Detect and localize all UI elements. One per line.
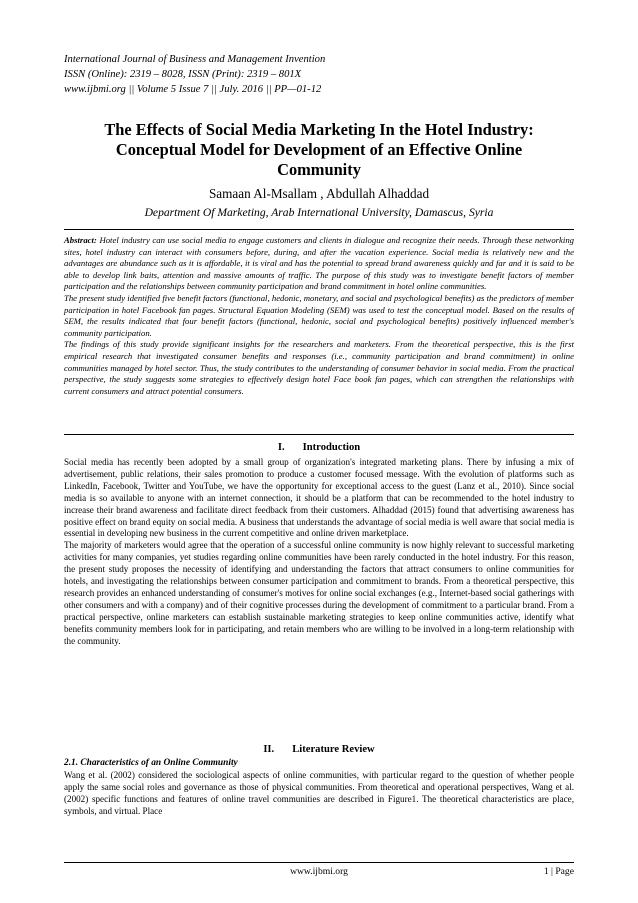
section-title: Introduction bbox=[302, 442, 361, 453]
introduction-paragraph-1: Social media has recently been adopted by a small group of organization's integrated marketing plans. There by infusing a mix of advertisement, public relations, their sales promotion to produce a customer focused message. With the evolution of platforms such as LinkedIn, Facebook, Twitter and YouTube, we have the opportunity for exceptional access to the guest (Lanz et al., 2010). Since social media is so available to anyone with an internet connection, it should be a platform that can be recommended to the hotel industry to increase their brand awareness and facilitate direct feedback from their customers. Alhaddad (2015) found that advertising awareness has positive effect on brand equity on social media. A business that understands the advantage of social media is well aware that social media is essential in developing new business in the current competitive and online driven marketplace. bbox=[64, 457, 574, 539]
paper-title: The Effects of Social Media Marketing In the Hotel Industry: Conceptual Model for Development of an Effective Online Community bbox=[104, 120, 534, 179]
section-heading-literature-review bbox=[64, 743, 574, 756]
abstract-paragraph-2: The present study identified five benefit factors (functional, hedonic, monetary, and social and psychological benefits) as the predictors of member participation in hotel Facebook fan pages. Structural Equation Modeling (SEM) was used to test the conceptual model. Based on the results of SEM, the results indicated that four benefit factors (functional, hedonic, social and psychological benefits) positively influenced member's community participation. bbox=[64, 292, 574, 338]
subsection-heading: 2.1. Characteristics of an Online Community bbox=[64, 758, 238, 768]
paper-affiliation: Department Of Marketing, Arab International University, Damascus, Syria bbox=[144, 206, 494, 219]
introduction-body bbox=[64, 457, 574, 648]
abstract-bottom-rule bbox=[64, 434, 574, 435]
section-heading-introduction bbox=[64, 441, 574, 454]
paper-authors: Samaan Al-Msallam , Abdullah Alhaddad bbox=[208, 186, 430, 201]
abstract-paragraph-1 bbox=[64, 235, 574, 293]
abstract-top-rule bbox=[64, 229, 574, 230]
literature-paragraph-1: Wang et al. (2002) considered the sociological aspects of online communities, with particular regard to the question of whether people apply the same social roles and governance as those of physical communities. From theoretical and operational perspectives, Wang et al. (2002) specific functions and features of online travel communities are described in Figure1. The theoretical characteristics are place, symbols, and virtual. Place bbox=[64, 770, 574, 816]
abstract bbox=[64, 235, 574, 397]
abstract-text-1: Hotel industry can use social media to engage customers and clients in dialogue and recognize their needs. Through these networking sites, hotel industry can interact with consumers before, during, and after the vacation experience. Social media is relatively new and the advantages are abundance such as it is affordable, it is viral and has the potential to spread brand awareness quickly and far and it is said to be able to develop link baits, attention and massive amounts of traffic. The purpose of this study was to investigate benefit factors of member participation and the relationships between community participation and brand commitment in hotel online communities. bbox=[64, 235, 575, 292]
abstract-paragraph-3: The findings of this study provide significant insights for the researchers and marketers. From the theoretical perspective, this is the first empirical research that investigated consumer benefits and responses (i.e., community participation and brand commitment) in online communities managed by hotel sector. Thus, the study contributes to the understanding of consumer behavior in social media. From the practical perspective, the study suggests some strategies to effectively design hotel Face book fan pages, which can strengthen the relationships with current consumers and attract potential consumers. bbox=[64, 339, 574, 396]
journal-issue: www.ijbmi.org || Volume 5 Issue 7 || July. 2016 || PP—01-12 bbox=[64, 84, 322, 95]
introduction-paragraph-2: The majority of marketers would agree that the operation of a successful online community is now highly relevant to successful marketing activities for many companies, yet studies regarding online communities have been rarely conducted in the hotel industry. For this reason, the present study proposes the necessity of identifying and understanding the factors that attract consumers to online communities for hotels, and investigating the relationships between consumer participation and commitment to brands. From a theoretical perspective, this research provides an enhanced understanding of consumer's motives for online social exchanges (e.g., Internet-based social gatherings with other consumers and with a company) and of their cognitive processes during the development of commitment to a particular brand. From a practical perspective, online marketers can establish sustainable marketing strategies to keep online communities active, identify what benefits community members look for in participating, and retain members who are willing to be involved in a long-term relationship with the community. bbox=[64, 540, 574, 646]
journal-issn: ISSN (Online): 2319 – 8028, ISSN (Print): 2319 – 801X bbox=[64, 69, 302, 80]
section-number: II. bbox=[263, 744, 275, 755]
section-number: I. bbox=[277, 442, 285, 453]
abstract-label: Abstract: bbox=[64, 235, 97, 245]
footer-page-number: 1 | Page bbox=[543, 866, 574, 877]
journal-name: International Journal of Business and Management Invention bbox=[64, 54, 326, 65]
section-title: Literature Review bbox=[292, 744, 375, 755]
footer-rule bbox=[64, 862, 574, 863]
journal-header bbox=[64, 52, 584, 97]
footer-site: www.ijbmi.org bbox=[290, 866, 348, 877]
literature-body bbox=[64, 770, 574, 818]
